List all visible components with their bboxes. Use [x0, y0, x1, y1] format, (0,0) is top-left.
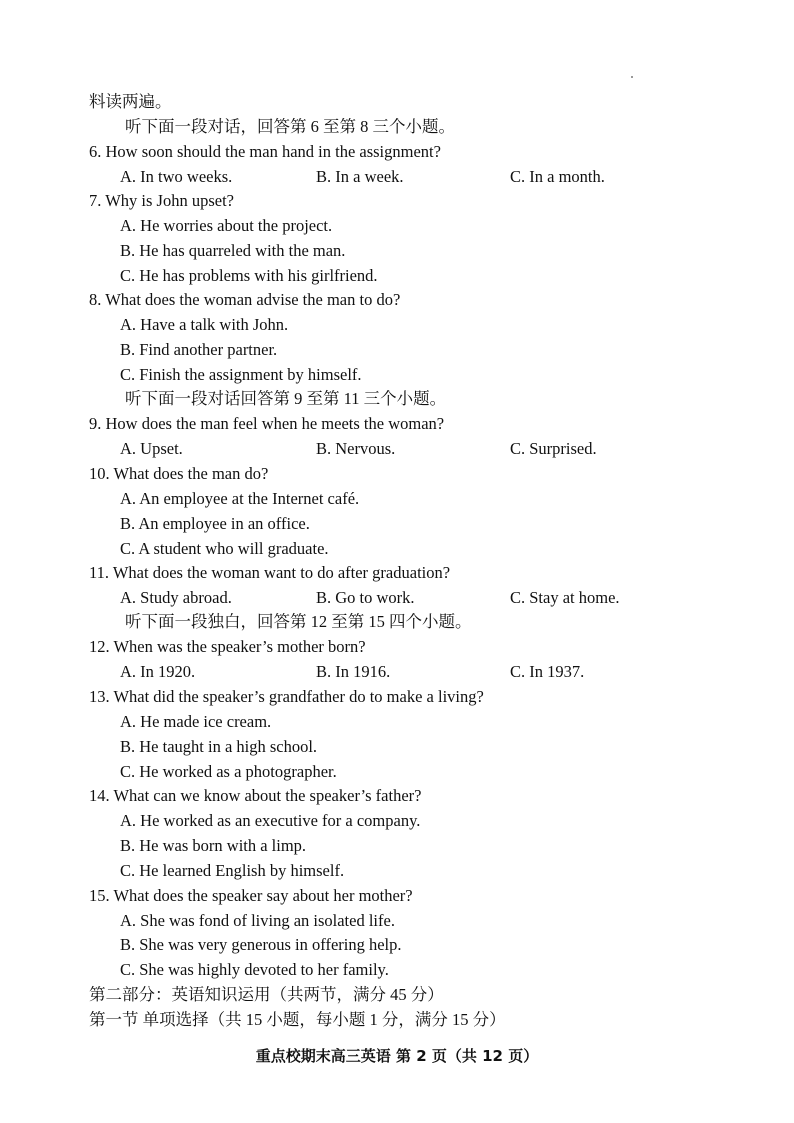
q8-option-c: C. Finish the assignment by himself. [120, 365, 362, 384]
q13-option-c: C. He worked as a photographer. [120, 762, 337, 781]
part-two-heading: 第二部分：英语知识运用（共两节，满分 45 分） [89, 985, 444, 1004]
q15-option-b: B. She was very generous in offering help. [120, 935, 402, 954]
page-footer: 重点校期末高三英语 第 2 页（共 12 页） [255, 1047, 539, 1065]
q10-option-c: C. A student who will graduate. [120, 539, 329, 558]
q11-option-c: C. Stay at home. [510, 588, 620, 607]
intro-tail: 料读两遍。 [89, 92, 172, 111]
q6-option-c: C. In a month. [510, 167, 605, 186]
q10-option-a: A. An employee at the Internet café. [120, 489, 360, 508]
q7-option-a: A. He worries about the project. [120, 216, 333, 235]
q9-option-c: C. Surprised. [510, 439, 597, 458]
q9-option-b: B. Nervous. [316, 439, 396, 458]
q12-option-a: A. In 1920. [120, 662, 196, 681]
question-8: 8. What does the woman advise the man to do? [89, 290, 401, 309]
question-15: 15. What does the speaker say about her mother? [89, 886, 413, 905]
q11-option-b: B. Go to work. [316, 588, 415, 607]
q10-option-b: B. An employee in an office. [120, 514, 310, 533]
q15-option-a: A. She was fond of living an isolated life. [120, 911, 395, 930]
part-two-section-one-heading: 第一节 单项选择（共 15 小题，每小题 1 分，满分 15 分） [89, 1010, 506, 1029]
q7-option-b: B. He has quarreled with the man. [120, 241, 346, 260]
question-9: 9. How does the man feel when he meets the woman? [89, 414, 445, 433]
section-heading-q12-15: 听下面一段独白，回答第 12 至第 15 四个小题。 [125, 612, 472, 631]
q14-option-b: B. He was born with a limp. [120, 836, 307, 855]
section-heading-q6-8: 听下面一段对话，回答第 6 至第 8 三个小题。 [125, 117, 455, 136]
question-11: 11. What does the woman want to do after graduation? [89, 563, 451, 582]
q6-option-b: B. In a week. [316, 167, 404, 186]
question-6: 6. How soon should the man hand in the assignment? [89, 142, 441, 161]
q12-option-b: B. In 1916. [316, 662, 391, 681]
q13-option-b: B. He taught in a high school. [120, 737, 318, 756]
q8-option-b: B. Find another partner. [120, 340, 278, 359]
question-12: 12. When was the speaker’s mother born? [89, 637, 366, 656]
question-7: 7. Why is John upset? [89, 191, 234, 210]
question-10: 10. What does the man do? [89, 464, 269, 483]
q8-option-a: A. Have a talk with John. [120, 315, 289, 334]
q14-option-c: C. He learned English by himself. [120, 861, 345, 880]
q6-option-a: A. In two weeks. [120, 167, 233, 186]
section-heading-q9-11: 听下面一段对话回答第 9 至第 11 三个小题。 [125, 389, 447, 408]
question-13: 13. What did the speaker’s grandfather do to make a living? [89, 687, 484, 706]
question-14: 14. What can we know about the speaker’s father? [89, 786, 422, 805]
q13-option-a: A. He made ice cream. [120, 712, 272, 731]
q9-option-a: A. Upset. [120, 439, 183, 458]
q12-option-c: C. In 1937. [510, 662, 585, 681]
q7-option-c: C. He has problems with his girlfriend. [120, 266, 378, 285]
q15-option-c: C. She was highly devoted to her family. [120, 960, 389, 979]
scan-speck [631, 76, 633, 78]
q11-option-a: A. Study abroad. [120, 588, 232, 607]
q14-option-a: A. He worked as an executive for a company. [120, 811, 421, 830]
